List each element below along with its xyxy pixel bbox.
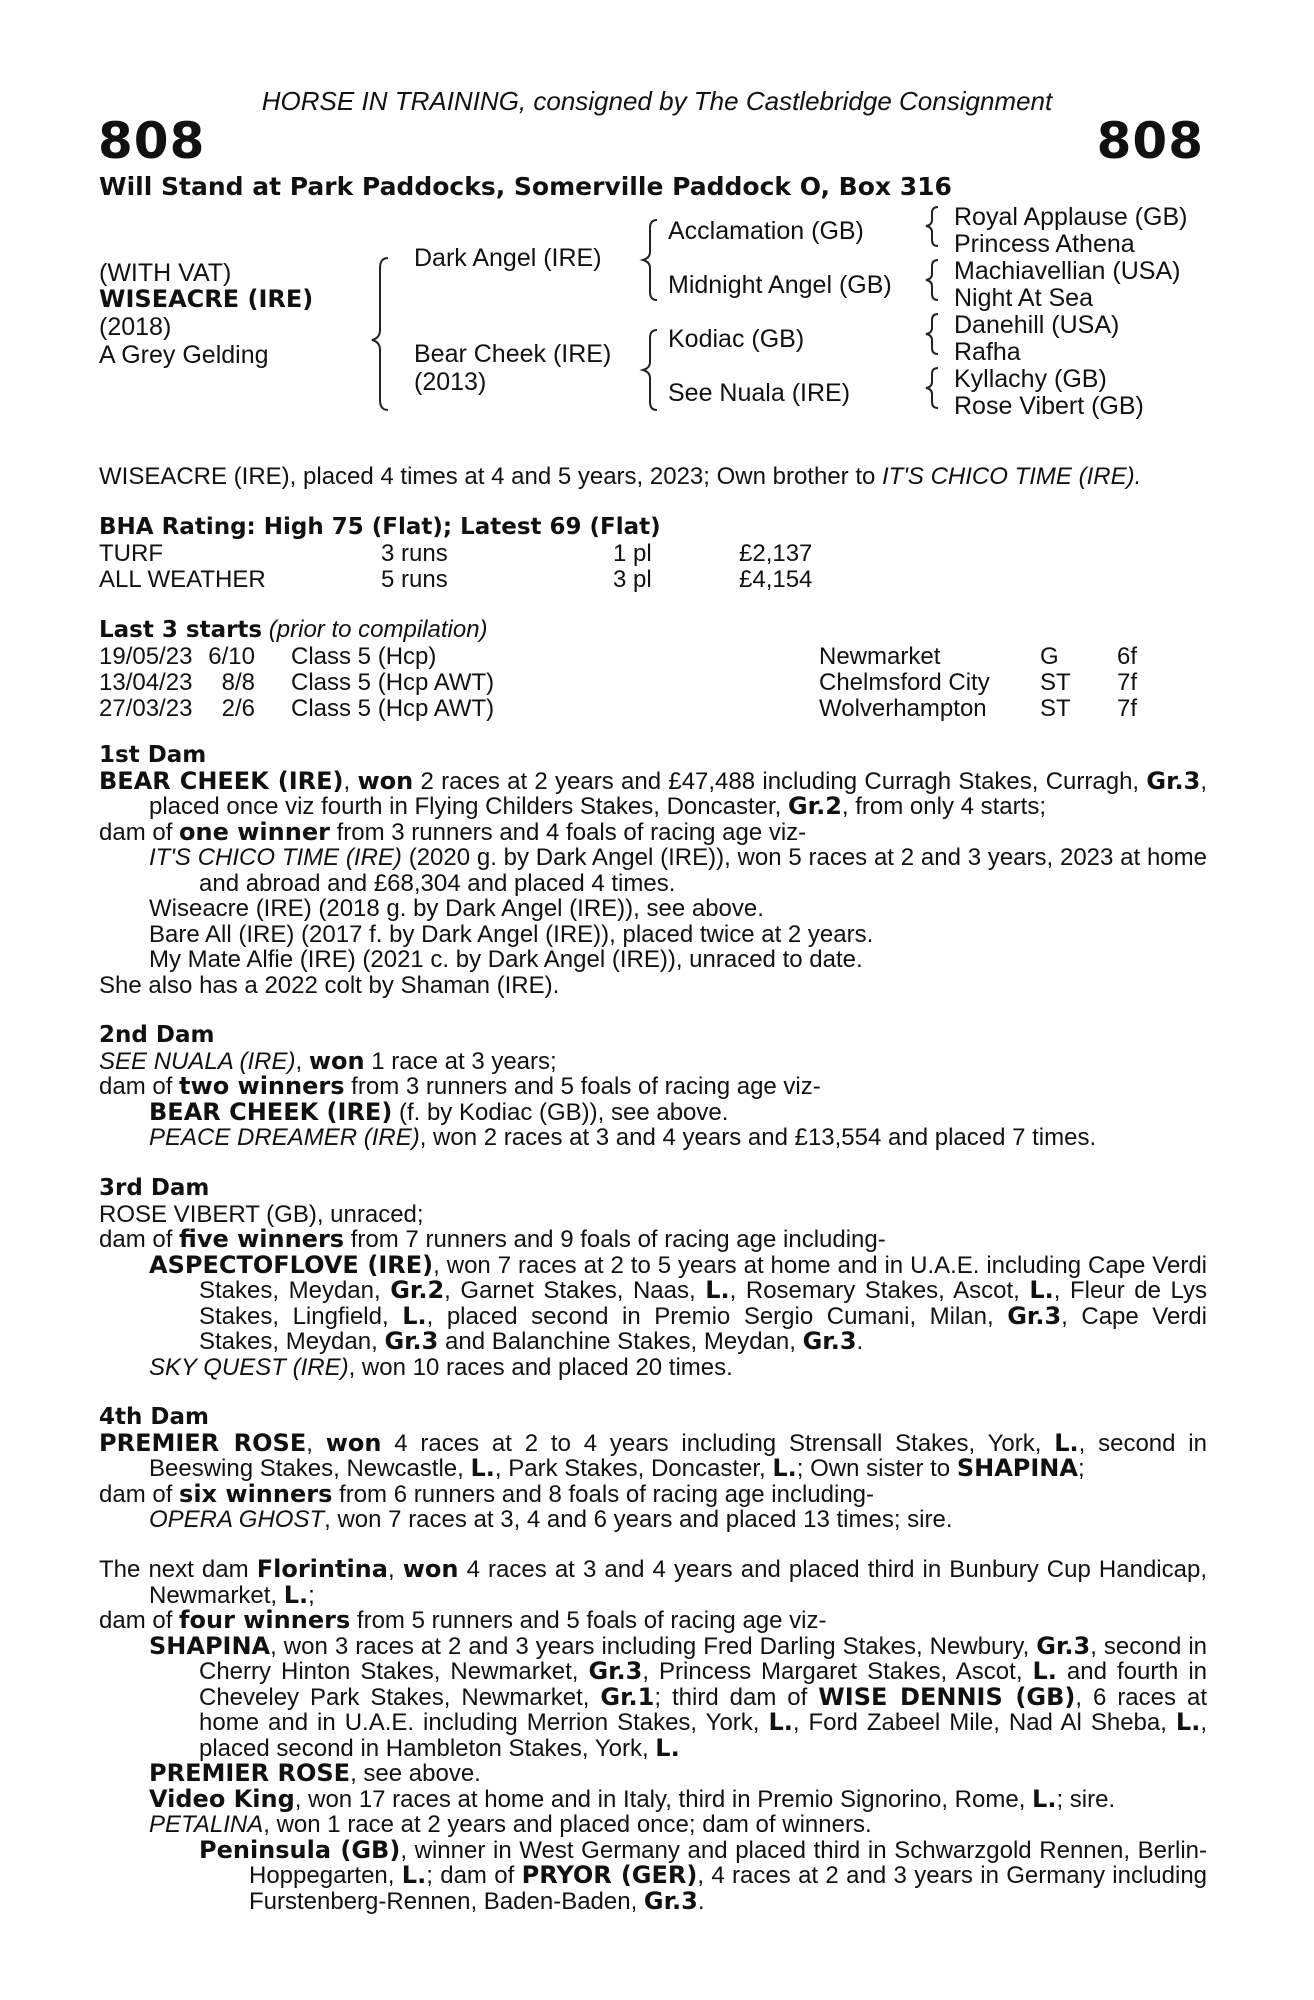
start-course: Chelmsford City <box>819 668 990 696</box>
first-dam-section: 1st Dam BEAR CHEEK (IRE), won 2 races at 2 years and £47,488 including Curragh Stakes, Curragh, Gr.3, placed once viz fourth in Flying Childers Stakes, Doncaster, Gr.2, from only 4 starts; dam of one winner from 3 runners and 4 foals of racing age viz- IT'S CHICO TIME (IRE) (2020 g. by Dark Angel (IRE)), won 5 races at 2 and 3 years, 2023 at home and abroad and £68,304 and placed 4 times. Wiseacre (IRE) (2018 g. by Dark Angel (IRE)), see above. Bare All (IRE) (2017 f. by Dark Angel (IRE)), placed twice at 2 years. My Mate Alfie (IRE) (2021 c. by Dark Angel (IRE)), unraced to date. She also has a 2022 colt by Shaman (IRE). <box>99 742 1207 999</box>
progeny-name: ASPECTOFLOVE (IRE) <box>149 1250 434 1279</box>
text-fragment: dam of <box>99 1226 180 1253</box>
second-dam-name: SEE NUALA (IRE) <box>99 1047 296 1075</box>
progeny-text: , won 7 races at 3, 4 and 6 years and placed 13 times; sire. <box>324 1506 953 1533</box>
gg-6: Rafha <box>954 338 1021 366</box>
listed-label: L. <box>470 1454 495 1482</box>
text-fragment: dam of <box>99 1073 180 1100</box>
progeny-name: IT'S CHICO TIME (IRE) <box>149 844 402 871</box>
grade-label: Gr.3 <box>1146 766 1201 795</box>
rating-surface: TURF <box>99 539 163 567</box>
summary-brother: IT'S CHICO TIME (IRE). <box>882 463 1142 490</box>
brace-gg2 <box>926 260 938 300</box>
lot-number-left: 808 <box>98 112 206 170</box>
brace-main <box>372 258 388 410</box>
listed-label: L. <box>1029 1276 1054 1304</box>
rating-places: 3 pl <box>613 565 652 593</box>
lot-number-right: 808 <box>1096 112 1204 170</box>
listed-label: L. <box>772 1454 797 1482</box>
listed-label: L. <box>1054 1428 1079 1457</box>
text-fragment: 2 races at 2 years and £47,488 including Curragh Stakes, Curragh, <box>413 767 1147 795</box>
text-fragment: , Rosemary Stakes, Ascot, <box>729 1277 1030 1304</box>
text-fragment: ; <box>308 1581 315 1609</box>
progeny-text: (f. by Kodiac (GB)), see above. <box>392 1098 729 1126</box>
start-position: 6/10 <box>208 642 255 670</box>
gg-4: Night At Sea <box>954 284 1093 312</box>
listed-label: L. <box>655 1733 680 1762</box>
grade-label: Gr.3 <box>643 1886 698 1915</box>
start-course: Newmarket <box>819 642 941 670</box>
also-has-note: She also has a 2022 colt by Shaman (IRE). <box>99 971 560 999</box>
fourth-dam-title: 4th Dam <box>99 1404 209 1430</box>
grade-label: Gr.3 <box>1007 1301 1062 1330</box>
progeny-text: , won 1 race at 2 years and placed once; dam of winners. <box>263 1811 872 1838</box>
won-label: won <box>402 1555 459 1583</box>
listed-label: L. <box>1032 1784 1057 1813</box>
text-fragment: , won 17 races at home and in Italy, third in Premio Signorino, Rome, <box>294 1785 1033 1813</box>
brace-gg3 <box>926 314 938 354</box>
gg-1: Royal Applause (GB) <box>954 203 1188 231</box>
won-label: won <box>308 1046 365 1075</box>
brace-sire <box>643 220 657 300</box>
first-dam-name: BEAR CHEEK (IRE) <box>99 766 344 795</box>
start-race: Class 5 (Hcp AWT) <box>291 668 495 696</box>
progeny-line: My Mate Alfie (IRE) (2021 c. by Dark Angel (IRE)), unraced to date. <box>149 946 863 973</box>
start-going: ST <box>1040 668 1071 696</box>
sire-sire: Acclamation (GB) <box>668 217 864 245</box>
grade-label: Gr.2 <box>787 792 842 820</box>
text-fragment: from 5 runners and 5 foals of racing age viz- <box>350 1607 827 1634</box>
progeny-text: , see above. <box>350 1760 481 1787</box>
text-fragment: . <box>856 1328 864 1355</box>
gg-3: Machiavellian (USA) <box>954 257 1181 285</box>
sister-name: SHAPINA <box>956 1454 1078 1482</box>
start-position: 8/8 <box>221 668 255 696</box>
text-fragment: ; dam of <box>426 1862 522 1889</box>
text-fragment: 4 races at 3 and 4 years and placed third in Bunbury Cup Handicap, Newmarket, <box>149 1556 1208 1609</box>
text-fragment: ; third dam of <box>654 1683 819 1711</box>
text-fragment: ; sire. <box>1056 1785 1116 1813</box>
start-going: ST <box>1040 694 1071 722</box>
next-dam-name: Florintina <box>256 1555 388 1583</box>
text-fragment: , won 7 races at 2 to 5 years at home and in U.A.E. including Cape Verdi Stakes, Meydan, <box>199 1251 1207 1304</box>
winners-count: six winners <box>179 1479 333 1508</box>
rating-prize: £4,154 <box>739 565 813 593</box>
dam-sire: Kodiac (GB) <box>668 325 805 353</box>
text-fragment: ; <box>1077 1455 1085 1482</box>
dam-year: (2013) <box>414 368 487 396</box>
won-label: won <box>357 766 414 795</box>
last-starts-note: (prior to compilation) <box>268 616 488 643</box>
progeny-name: Video King <box>149 1784 295 1813</box>
text-fragment: dam of <box>99 1607 180 1634</box>
start-race: Class 5 (Hcp AWT) <box>291 694 495 722</box>
progeny-text: , won 10 races and placed 20 times. <box>348 1353 733 1381</box>
text-fragment: ; Own sister to <box>796 1455 957 1482</box>
third-dam-title: 3rd Dam <box>99 1175 210 1201</box>
rating-places: 1 pl <box>613 539 652 567</box>
text-fragment: 4 races at 2 to 4 years including Strensall Stakes, York, <box>381 1429 1055 1457</box>
start-course: Wolverhampton <box>819 694 987 722</box>
horse-description: A Grey Gelding <box>99 341 269 369</box>
listed-label: L. <box>768 1708 793 1736</box>
start-date: 19/05/23 <box>99 642 193 670</box>
next-dam-section <box>99 1557 1207 1914</box>
summary-text: WISEACRE (IRE), placed 4 times at 4 and 5 years, 2023; Own brother to <box>99 463 883 490</box>
start-distance: 6f <box>1117 642 1138 670</box>
rating-surface: ALL WEATHER <box>99 565 266 593</box>
listed-label: L. <box>1032 1657 1057 1685</box>
winners-count: four winners <box>179 1606 351 1634</box>
text-fragment: , placed once viz fourth in Flying Childers Stakes, Doncaster, <box>149 767 1207 820</box>
rating-section <box>99 515 1207 593</box>
gg-7: Kyllachy (GB) <box>954 365 1107 393</box>
progeny-name: SHAPINA <box>149 1631 271 1660</box>
last-starts-table <box>99 644 1207 722</box>
text-fragment: , from only 4 starts; <box>841 793 1046 820</box>
winners-count: five winners <box>179 1225 345 1253</box>
wise-dennis-name: WISE DENNIS (GB) <box>818 1682 1076 1711</box>
text-fragment: from 6 runners and 8 foals of racing age including- <box>332 1480 875 1508</box>
won-label: won <box>325 1428 382 1457</box>
text-fragment: dam of <box>99 1480 180 1508</box>
progeny-line: Bare All (IRE) (2017 f. by Dark Angel (IRE)), placed twice at 2 years. <box>149 920 874 948</box>
rating-table <box>99 541 1207 593</box>
progeny-text: , won 2 races at 3 and 4 years and £13,554 and placed 7 times. <box>419 1124 1097 1151</box>
sire: Dark Angel (IRE) <box>414 244 602 272</box>
sire-dam: Midnight Angel (GB) <box>668 271 892 299</box>
winners-count: two winners <box>179 1072 345 1100</box>
gg-8: Rose Vibert (GB) <box>954 392 1144 420</box>
gg-5: Danehill (USA) <box>954 311 1120 339</box>
gg-2: Princess Athena <box>954 230 1135 258</box>
horse-year: (2018) <box>99 313 172 341</box>
text-fragment: dam of <box>99 818 180 846</box>
first-dam-title: 1st Dam <box>99 742 207 768</box>
grade-label: Gr.3 <box>802 1327 857 1355</box>
listed-label: L. <box>402 1301 427 1330</box>
dam: Bear Cheek (IRE) <box>414 340 612 368</box>
grade-label: Gr.2 <box>390 1276 445 1304</box>
second-dam-section <box>99 1023 1207 1151</box>
dam-dam: See Nuala (IRE) <box>668 379 851 407</box>
text-fragment: , Ford Zabeel Mile, Nad Al Sheba, <box>792 1709 1176 1736</box>
rating-prize: £2,137 <box>739 539 813 567</box>
text-fragment: , Park Stakes, Doncaster, <box>494 1455 773 1482</box>
progeny-name: SKY QUEST (IRE) <box>149 1353 349 1381</box>
fourth-dam-section: 4th Dam PREMIER ROSE, won 4 races at 2 to 4 years including Strensall Stakes, York, L., second in Beeswing Stakes, Newcastle, L., Park Stakes, Doncaster, L.; Own sister to SHAPINA; dam of six winners from 6 runners and 8 foals of racing age including- OPERA GHOST, won 7 races at 3, 4 and 6 years and placed 13 times; sire. <box>99 1404 1207 1533</box>
progeny-line: Wiseacre (IRE) (2018 g. by Dark Angel (IRE)), see above. <box>149 895 764 922</box>
text-fragment: , 6 races at home and in U.A.E. including Merrion Stakes, York, <box>199 1683 1207 1736</box>
progeny-name: PREMIER ROSE <box>149 1759 351 1787</box>
summary-line <box>99 464 1207 490</box>
brace-gg4 <box>926 368 938 408</box>
text-fragment: , winner in West Germany and placed third in Schwarzgold Rennen, Berlin-Hoppegarten, <box>249 1836 1208 1889</box>
text-fragment: , <box>387 1556 403 1583</box>
text-fragment: 1 race at 3 years; <box>364 1047 557 1075</box>
start-distance: 7f <box>1117 668 1138 696</box>
text-fragment: , Cape Verdi Stakes, Meydan, <box>199 1302 1207 1355</box>
text-fragment: , won 3 races at 2 and 3 years including Fred Darling Stakes, Newbury, <box>270 1632 1037 1660</box>
progeny-name: BEAR CHEEK (IRE) <box>149 1097 393 1126</box>
start-going: G <box>1040 642 1059 670</box>
grade-label: Gr.1 <box>600 1682 655 1711</box>
start-position: 2/6 <box>221 694 255 722</box>
start-race: Class 5 (Hcp) <box>291 642 437 670</box>
third-dam-name: ROSE VIBERT (GB), unraced; <box>99 1200 424 1228</box>
text-fragment: and fourth in Cheveley Park Stakes, Newmarket, <box>199 1658 1208 1711</box>
text-fragment: , Garnet Stakes, Naas, <box>444 1277 706 1304</box>
rating-title: BHA Rating: High 75 (Flat); Latest 69 (Flat) <box>99 514 661 540</box>
consignment-heading: HORSE IN TRAINING, consigned by The Castlebridge Consignment <box>261 86 1053 116</box>
text-fragment: , placed second in Hambleton Stakes, York, <box>199 1709 1207 1762</box>
text-fragment: from 3 runners and 4 foals of racing age viz- <box>329 818 807 846</box>
text-fragment: from 3 runners and 5 foals of racing age viz- <box>344 1073 821 1100</box>
text-fragment: . <box>697 1887 705 1915</box>
text-fragment: , Fleur de Lys Stakes, Lingfield, <box>199 1277 1207 1330</box>
progeny-name: PETALINA <box>149 1811 264 1838</box>
grade-label: Gr.3 <box>384 1327 439 1355</box>
text-fragment: , placed second in Premio Sergio Cumani, Milan, <box>426 1302 1008 1330</box>
text-fragment: and Balanchine Stakes, Meydan, <box>438 1328 803 1355</box>
grade-label: Gr.3 <box>1036 1631 1091 1660</box>
text-fragment: , <box>295 1047 309 1075</box>
stand-location: Will Stand at Park Paddocks, Somerville Paddock O, Box 316 <box>99 172 952 201</box>
progeny-name: Peninsula (GB) <box>199 1835 401 1864</box>
progeny-name: PEACE DREAMER (IRE) <box>149 1124 420 1151</box>
brace-gg1 <box>926 207 938 246</box>
last-starts-section <box>99 617 1207 722</box>
winners-count: one winner <box>179 817 330 846</box>
brace-dam <box>643 330 657 410</box>
text-fragment: The next dam <box>99 1556 257 1583</box>
third-dam-section <box>99 1176 1207 1380</box>
text-fragment: from 7 runners and 9 foals of racing age including- <box>344 1226 886 1253</box>
text-fragment: , 4 races at 2 and 3 years in Germany including Furstenberg-Rennen, Baden-Baden, <box>249 1862 1208 1915</box>
fourth-dam-name: PREMIER ROSE <box>99 1428 307 1457</box>
start-date: 27/03/23 <box>99 694 193 722</box>
rating-runs: 3 runs <box>381 539 448 567</box>
pryor-name: PRYOR (GER) <box>521 1861 698 1889</box>
listed-label: L. <box>1175 1708 1201 1736</box>
rating-runs: 5 runs <box>381 565 448 593</box>
progeny-text: (2020 g. by Dark Angel (IRE)), won 5 races at 2 and 3 years, 2023 at home and abroad and £68,304 and placed 4 times. <box>199 844 1207 897</box>
listed-label: L. <box>401 1861 427 1889</box>
listed-label: L. <box>705 1276 730 1304</box>
second-dam-title: 2nd Dam <box>99 1022 215 1048</box>
listed-label: L. <box>283 1580 309 1609</box>
grade-label: Gr.3 <box>588 1657 643 1685</box>
text-fragment: , second in Beeswing Stakes, Newcastle, <box>149 1429 1207 1482</box>
progeny-name: OPERA GHOST <box>149 1506 325 1533</box>
start-distance: 7f <box>1117 694 1138 722</box>
vat-label: (WITH VAT) <box>99 259 232 287</box>
text-fragment: , Princess Margaret Stakes, Ascot, <box>642 1658 1033 1685</box>
horse-name: WISEACRE (IRE) <box>99 285 314 313</box>
start-date: 13/04/23 <box>99 668 193 696</box>
text-fragment: , second in Cherry Hinton Stakes, Newmarket, <box>199 1632 1207 1685</box>
last-starts-title: Last 3 starts <box>99 617 263 643</box>
